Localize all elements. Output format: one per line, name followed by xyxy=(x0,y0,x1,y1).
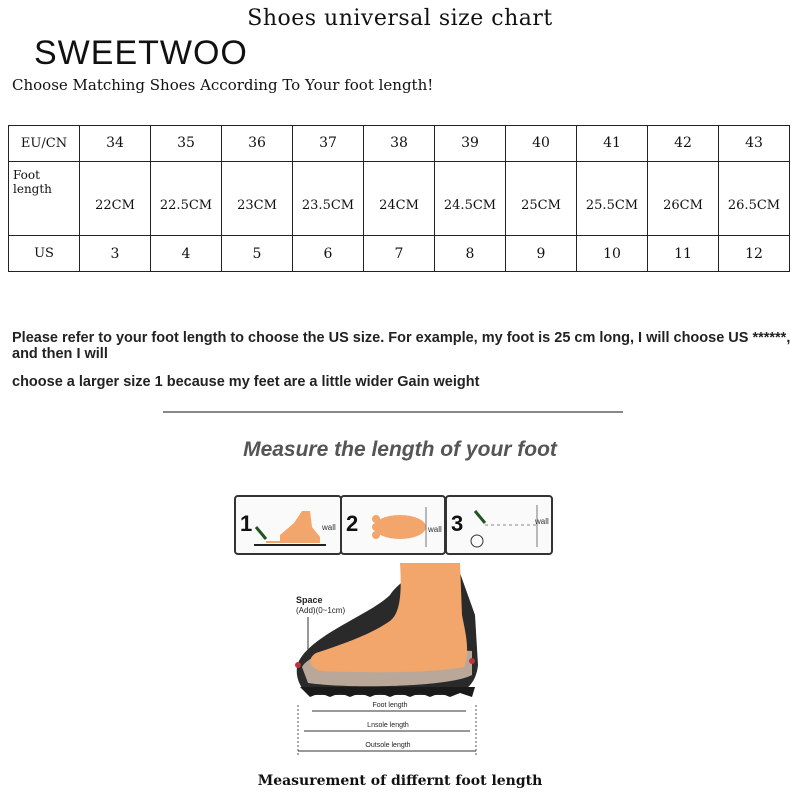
table-cell: 10 xyxy=(577,236,648,272)
size-advice-line-2: choose a larger size 1 because my feet are a little wider Gain weight xyxy=(12,374,480,390)
toe xyxy=(372,515,380,523)
outsole xyxy=(300,687,475,697)
foot-length-label: Foot length xyxy=(372,702,408,709)
measure-step-1-panel xyxy=(234,495,342,555)
table-cell: 26CM xyxy=(648,161,719,235)
table-cell: 24CM xyxy=(364,161,435,235)
table-cell: 3 xyxy=(80,236,151,272)
measure-step-2-panel xyxy=(340,495,446,555)
table-cell: 34 xyxy=(80,126,151,162)
page-title: Shoes universal size chart xyxy=(247,6,553,31)
table-cell: 12 xyxy=(719,236,790,272)
table-cell: 22CM xyxy=(80,161,151,235)
table-cell: 43 xyxy=(719,126,790,162)
pencil-icon xyxy=(256,527,266,539)
magnifier-icon xyxy=(471,535,483,547)
step-number: 3 xyxy=(451,511,464,536)
pencil-icon xyxy=(475,511,485,523)
table-cell: 36 xyxy=(222,126,293,162)
step-number: 1 xyxy=(240,511,253,536)
table-cell: 22.5CM xyxy=(151,161,222,235)
measure-section-title: Measure the length of your foot xyxy=(243,438,557,461)
table-cell: 23.5CM xyxy=(293,161,364,235)
wall-label: wall xyxy=(535,517,549,526)
row-header-eu: EU/CN xyxy=(9,126,80,162)
table-cell: 25.5CM xyxy=(577,161,648,235)
table-cell: 38 xyxy=(364,126,435,162)
row-header-foot-length: Foot length xyxy=(9,161,80,235)
table-cell: 8 xyxy=(435,236,506,272)
space-value: (Add)(0~1cm) xyxy=(296,606,346,615)
measure-step-3-panel xyxy=(445,495,553,555)
row-header-us: US xyxy=(9,236,80,272)
size-chart-table xyxy=(8,125,790,272)
table-cell: 42 xyxy=(648,126,719,162)
toe xyxy=(372,531,380,539)
foot-shape xyxy=(266,511,320,543)
wall-label: wall xyxy=(428,525,442,534)
table-cell: 11 xyxy=(648,236,719,272)
space-label: Space xyxy=(296,595,323,605)
shoe-measurement-diagram xyxy=(250,555,550,765)
table-row-foot-length xyxy=(9,161,790,235)
table-cell: 5 xyxy=(222,236,293,272)
foot-shape xyxy=(374,515,426,539)
table-row-eu xyxy=(9,126,790,162)
table-cell: 35 xyxy=(151,126,222,162)
table-cell: 37 xyxy=(293,126,364,162)
brand-logo-text: SWEETWOO xyxy=(34,34,248,72)
table-cell: 24.5CM xyxy=(435,161,506,235)
table-cell: 6 xyxy=(293,236,364,272)
table-cell: 39 xyxy=(435,126,506,162)
table-cell: 41 xyxy=(577,126,648,162)
section-divider xyxy=(163,411,623,413)
table-row-us xyxy=(9,236,790,272)
insole-length-label: Lnsole length xyxy=(367,722,409,729)
wall-label: wall xyxy=(322,523,336,532)
outsole-length-label: Outsole length xyxy=(365,742,411,749)
toe-marker xyxy=(295,662,301,668)
heel-marker xyxy=(469,658,475,664)
table-cell: 25CM xyxy=(506,161,577,235)
step-number: 2 xyxy=(346,511,359,536)
toe xyxy=(372,523,380,531)
intro-text: Choose Matching Shoes According To Your foot length! xyxy=(12,76,434,94)
table-cell: 9 xyxy=(506,236,577,272)
table-cell: 7 xyxy=(364,236,435,272)
table-cell: 4 xyxy=(151,236,222,272)
table-cell: 23CM xyxy=(222,161,293,235)
table-cell: 26.5CM xyxy=(719,161,790,235)
table-cell: 40 xyxy=(506,126,577,162)
measure-caption: Measurement of differnt foot length xyxy=(257,773,543,789)
size-advice-line-1: Please refer to your foot length to choose the US size. For example, my foot is 25 cm long, I will choose US ******, and then I will xyxy=(12,330,791,362)
